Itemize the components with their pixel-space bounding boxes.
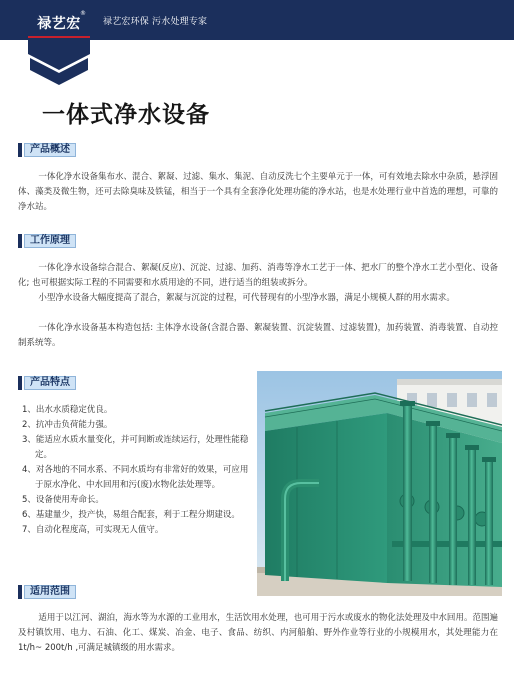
logo-brand-text: 禄艺宏 <box>37 16 81 32</box>
principle-paragraph: 小型净水设备大幅度提高了混合，絮凝与沉淀的过程，可代替现有的小型净水器，满足小规模人群的用水需求。 <box>38 293 455 303</box>
heading-accent-bar <box>18 585 22 599</box>
logo-registered-mark: ® <box>80 10 86 17</box>
heading-accent-bar <box>18 143 22 157</box>
list-item: 3、能适应水质水量变化，并可间断或连续运行，处理性能稳定。 <box>22 435 249 460</box>
list-item: 6、基建量少，投产快，易组合配套，利于工程分期建设。 <box>22 510 240 520</box>
heading-label: 适用范围 <box>24 585 76 599</box>
header-slogan: 禄艺宏环保 污水处理专家 <box>103 17 208 27</box>
section-heading-overview <box>18 143 76 157</box>
list-item: 2、抗冲击负荷能力强。 <box>22 420 113 430</box>
page-title: 一体式净水设备 <box>42 102 210 128</box>
heading-accent-bar <box>18 234 22 248</box>
section-heading-principle <box>18 234 76 248</box>
principle-paragraph: 一体化净水设备基本构造包括: 主体净水设备(含混合器、絮凝装置、沉淀装置、过滤装置)，加药装置、消毒装置、自动控制系统等。 <box>18 323 498 348</box>
features-list <box>22 403 254 538</box>
scope-text: 适用于以江河、湖泊，海水等为水源的工业用水，生活饮用水处理，也可用于污水或废水的物化法处理及中水回用。范围遍及村镇饮用、电力、石油、化工、煤炭、冶金、电子、食品、纺织、内河船舶、野外作业等行业的小规模用水，其处理能力在1t/h~ 200t/h ,可满足城镇级的用水需求。 <box>18 613 498 653</box>
heading-label: 产品特点 <box>24 376 76 390</box>
heading-label: 产品概述 <box>24 143 76 157</box>
overview-text: 一体化净水设备集布水、混合、絮凝、过滤、集水、集泥、自动反洗七个主要单元于一体，可有效地去除水中杂质，悬浮固体、藻类及微生物，还可去除臭味及铁锰，相当于一个具有全套净化处理功能的净水站，也是水处理行业中首选的理想，可靠的净水站。 <box>18 172 498 212</box>
equipment-photo <box>257 371 502 596</box>
list-item: 1、出水水质稳定优良。 <box>22 405 113 415</box>
brand-logo <box>28 0 90 90</box>
heading-accent-bar <box>18 376 22 390</box>
principle-paragraph: 一体化净水设备综合混合、絮凝(反应)、沉淀、过滤、加药、消毒等净水工艺于一体、把水厂的整个净水工艺小型化、设备化; 也可根据实际工程的不同需要和水质用途的不同，进行适当的组装或拆分。 <box>18 263 498 288</box>
section-heading-scope <box>18 585 76 599</box>
water-treatment-equipment-image <box>257 371 502 596</box>
heading-label: 工作原理 <box>24 234 76 248</box>
section-heading-features <box>18 376 76 390</box>
list-item: 4、对各地的不同水系、不同水质均有非常好的效果，可应用于原水净化、中水回用和污(废)水物化法处理等。 <box>22 465 249 490</box>
list-item: 7、自动化程度高，可实现无人值守。 <box>22 525 164 535</box>
list-item: 5、设备使用寿命长。 <box>22 495 104 505</box>
